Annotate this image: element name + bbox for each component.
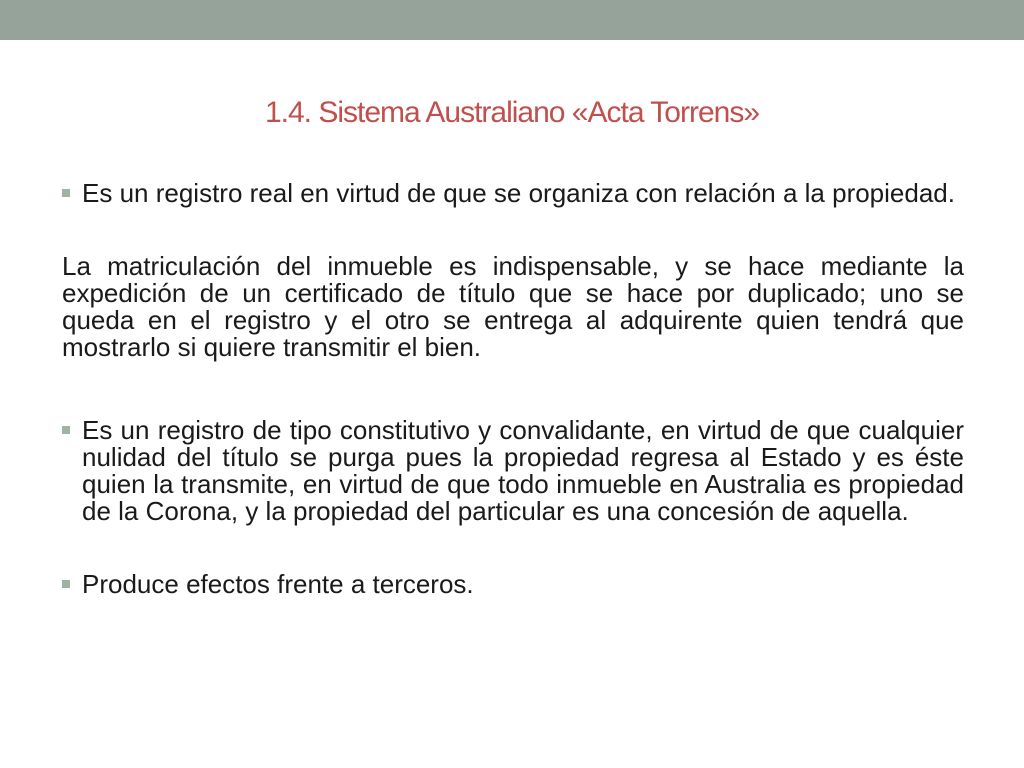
bullet-item	[62, 571, 964, 598]
header-bar	[0, 0, 1024, 40]
slide-body	[62, 180, 964, 598]
bullet-text: Produce efectos frente a terceros.	[82, 569, 474, 599]
bullet-text: Es un registro real en virtud de que se organiza con relación a la propiedad.	[82, 178, 955, 208]
slide-title: 1.4. Sistema Australiano «Acta Torrens»	[264, 96, 760, 129]
square-bullet-icon	[62, 580, 70, 588]
body-paragraph: La matriculación del inmueble es indispensable, y se hace mediante la expedición de un certificado de título que se hace por duplicado; uno se queda en el registro y el otro se entrega al adquirente quien tendrá que mostrarlo si quiere transmitir el bien.	[62, 251, 964, 362]
square-bullet-icon	[62, 189, 70, 197]
bullet-item	[62, 417, 964, 525]
bullet-text: Es un registro de tipo constitutivo y convalidante, en virtud de que cualquier nulidad del título se purga pues la propiedad regresa al Estado y es éste quien la transmite, en virtud de que todo inmueble en Australia es propiedad de la Corona, y la propiedad del particular es una concesión de aquella.	[82, 415, 964, 526]
bullet-item	[62, 180, 964, 207]
square-bullet-icon	[62, 426, 70, 434]
